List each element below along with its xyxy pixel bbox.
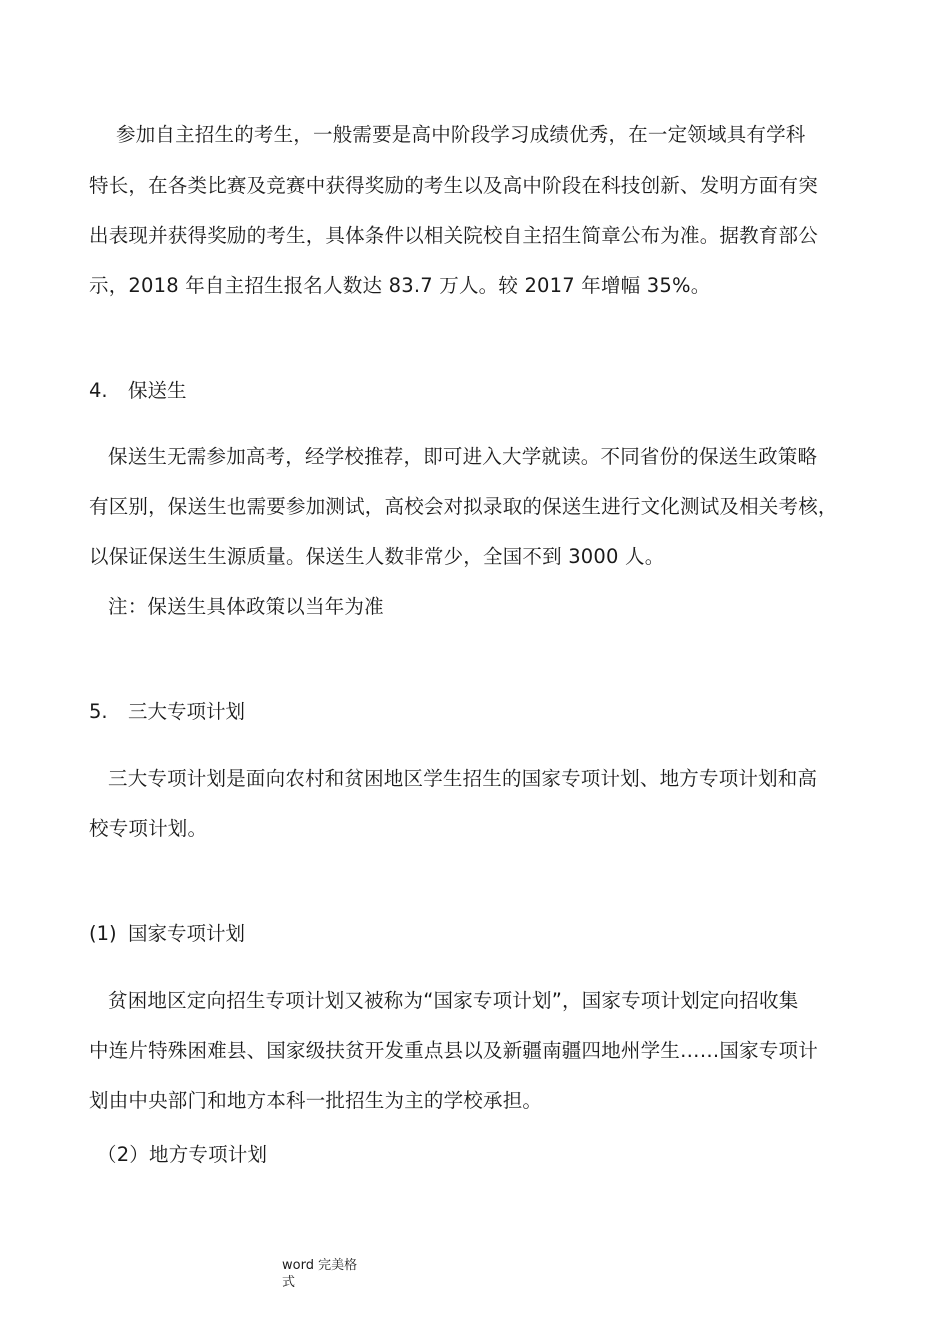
subsection-heading-2: （2）地方专项计划: [97, 1143, 268, 1166]
section-heading-5: [89, 699, 245, 725]
note-line: 注：保送生具体政策以当年为准: [108, 595, 384, 618]
paragraph-line: 校专项计划。: [89, 817, 208, 840]
paragraph-line: 贫困地区定向招生专项计划又被称为“国家专项计划”，国家专项计划定向招收集: [108, 989, 799, 1012]
paragraph-line: 保送生无需参加高考，经学校推荐，即可进入大学就读。不同省份的保送生政策略: [108, 445, 818, 468]
section-number: 4.: [89, 379, 108, 402]
section-title: 三大专项计划: [128, 700, 246, 723]
paragraph-line: 三大专项计划是面向农村和贫困地区学生招生的国家专项计划、地方专项计划和高: [108, 767, 818, 790]
section-number: 5.: [89, 700, 108, 723]
paragraph-line: 出表现并获得奖励的考生，具体条件以相关院校自主招生简章公布为准。据教育部公: [89, 224, 818, 247]
paragraph-line: 参加自主招生的考生，一般需要是高中阶段学习成绩优秀，在一定领域具有学科: [116, 123, 806, 146]
section-heading-4: [89, 378, 187, 404]
paragraph-line: 示，2018 年自主招生报名人数达 83.7 万人。较 2017 年增幅 35%。: [89, 274, 711, 297]
footer-text: word 完美格式: [282, 1258, 358, 1290]
subsection-heading-1: [89, 921, 245, 947]
subsection-title: 国家专项计划: [128, 922, 246, 945]
paragraph-line: 特长，在各类比赛及竞赛中获得奖励的考生以及高中阶段在科技创新、发明方面有突: [89, 174, 818, 197]
section-title: 保送生: [128, 379, 187, 402]
paragraph-line: 中连片特殊困难县、国家级扶贫开发重点县以及新疆南疆四地州学生……国家专项计: [89, 1039, 818, 1062]
paragraph-line: 有区别，保送生也需要参加测试，高校会对拟录取的保送生进行文化测试及相关考核，: [89, 495, 838, 518]
paragraph-line: 划由中央部门和地方本科一批招生为主的学校承担。: [89, 1089, 543, 1112]
paragraph-line: 以保证保送生生源质量。保送生人数非常少，全国不到 3000 人。: [89, 545, 665, 568]
subsection-number: (1): [89, 922, 117, 945]
